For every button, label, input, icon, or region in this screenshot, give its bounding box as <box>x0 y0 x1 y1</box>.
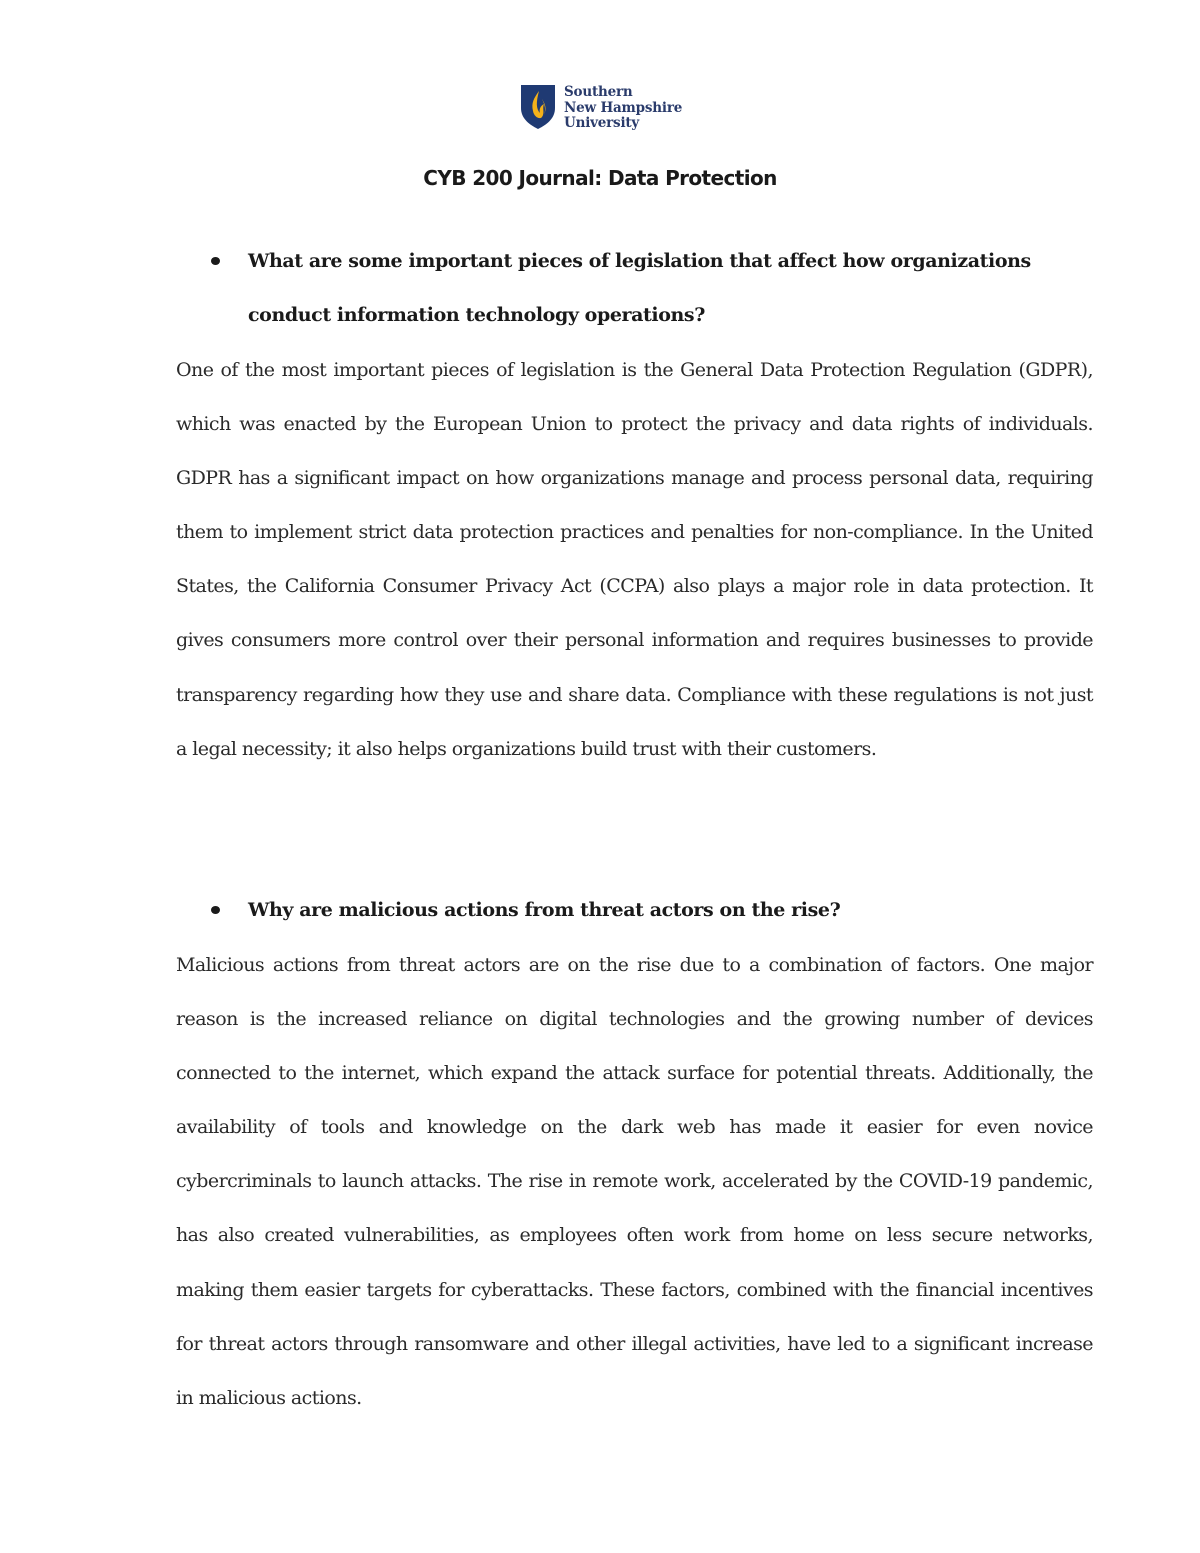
question-2-text: Why are malicious actions from threat actors on the rise? <box>248 899 841 921</box>
document-title: CYB 200 Journal: Data Protection <box>423 166 777 190</box>
question-1 <box>176 234 1096 343</box>
question-2 <box>176 883 1096 937</box>
answer-1-paragraph: One of the most important pieces of legislation is the General Data Protection Regulation (GDPR), which was enacted by the European Union to protect the privacy and data rights of individuals. GDPR has a significant impact on how organizations manage and process personal data, requiring them to implement strict data protection practices and penalties for non-compliance. In the United States, the California Consumer Privacy Act (CCPA) also plays a major role in data protection. It gives consumers more control over their personal information and requires businesses to provide transparency regarding how they use and share data. Compliance with these regulations is not just a legal necessity; it also helps organizations build trust with their customers. <box>176 359 1093 760</box>
answer-2-paragraph: Malicious actions from threat actors are on the rise due to a combination of factors. One major reason is the increased reliance on digital technologies and the growing number of devices connected to the internet, which expand the attack surface for potential threats. Additionally, the availability of tools and knowledge on the dark web has made it easier for even novice cybercriminals to launch attacks. The rise in remote work, accelerated by the COVID-19 pandemic, has also created vulnerabilities, as employees often work from home on less secure networks, making them easier targets for cyberattacks. These factors, combined with the financial incentives for threat actors through ransomware and other illegal activities, have led to a significant increase in malicious actions. <box>176 954 1093 1409</box>
logo-line-2: New Hampshire <box>564 99 683 116</box>
logo-line-3: University <box>564 115 640 131</box>
bullet-icon <box>211 257 220 265</box>
logo-wordmark <box>564 84 682 132</box>
question-1-text: What are some important pieces of legislation that affect how organizations conduct information technology operations? <box>248 250 1031 327</box>
shield-flame-icon <box>520 84 556 130</box>
logo-line-1: Southern <box>564 84 633 100</box>
bullet-icon <box>211 906 220 914</box>
university-logo <box>520 84 682 134</box>
